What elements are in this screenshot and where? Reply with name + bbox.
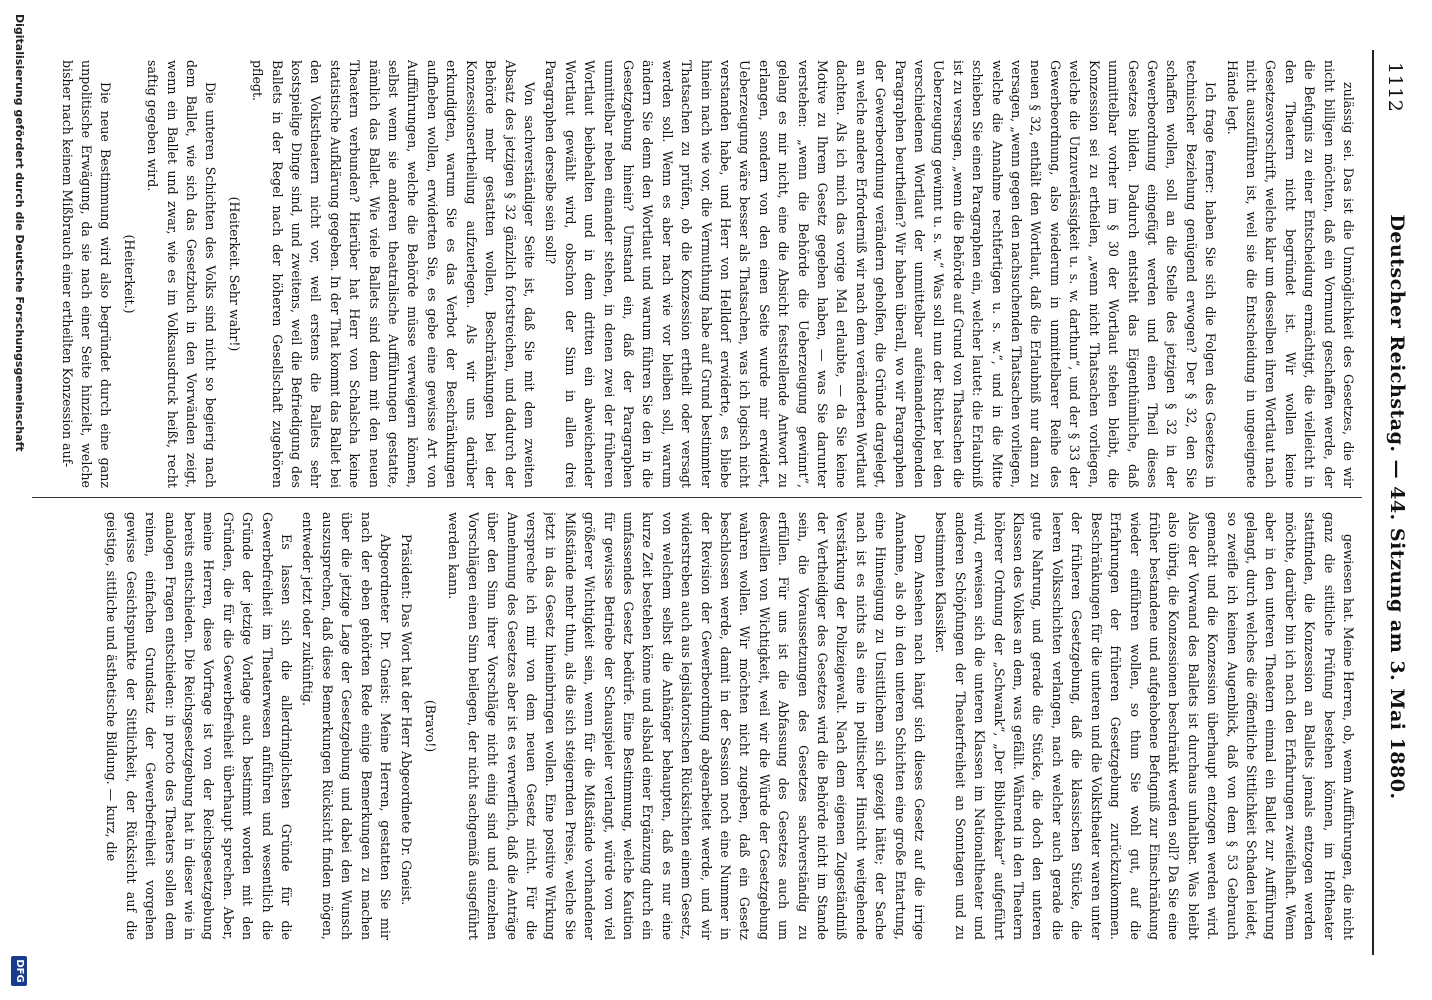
page-number: 1112 [1384, 62, 1406, 113]
page-footer [7, 0, 27, 1000]
page-title: Deutscher Reichstag. — 44. Sitzung am 3. Mai 1880. [1386, 214, 1408, 800]
dfg-logo: DFG [11, 956, 27, 986]
header-rule [1372, 50, 1374, 955]
paragraph: Es lassen sich die allerdringlichsten Gründe für die Gewerbefreiheit im Theaterwesen anführen und wesentlich die Gründe der jetzige Vorlage auch bestimmt worden mit den Gründen, die für die Gewerbefreiheit überhaupt sprechen. Aber, meine Herren, diese Vorfrage ist von der Reichsgesetzgebung bereits entschieden. Die Reichsgesetzgebung hat in dieser wie in analogen Fragen entschieden: in procto des Theaters sollen dem reinen, einfachen Grundsatz der Gewerbefreiheit vorgehen gewisse Gesichtspunkte der Sittlichkeit, der Rücksicht auf die geistige, sittliche und ästhetische Bildung. — kurz, die [104, 512, 295, 940]
page-header [1380, 62, 1410, 952]
interjection: (Heiterkeit.) [121, 234, 137, 314]
column-divider [32, 497, 1362, 498]
interjection: (Bravo!) [422, 699, 438, 753]
paragraph: Von sachverständiger Seite ist, daß Sie mit dem zweiten Absatz des jetzigen § 32 gänzlich fortstreichen, und dadurch der Behörde mehr gestatten wollen, Beschränkungen bei der Konzessionsertheilung aufzuerlegen. Als wir uns darüber erkundigten, warum Sie es das Verbot der Beschränkungen aufheben wollen, erwiderten Sie, es gebe eine gewisse Art von Aufführungen, welche die Behörde müsse verweigern können, selbst wenn sie anderen theatralische Aufführungen gestatte, nämlich das Ballet. Wie viele Ballets sind denn mit den neuen Theatern verbunden? Hierüber hat Herr von Schalscha keine statistische Aufklärung gegeben. In der That kommt das Ballet bei den Volkstheatern nicht vor, weil erstens die Ballets sehr kostspielige Dinge sind, und zweitens, weil die Befriedigung des Ballets in der Regel nach der höheren Gesellschaft zugehören pflegt. [250, 60, 537, 488]
paragraph: Abgeordneter Dr. Gneist: Meine Herren, gestatten Sie mir nach der eben gehörten Rede einige Bemerkungen zu machen über die jetzige Lage der Gesetzgebung und dabei den Wunsch auszusprechen, daß diese Bemerkungen Rücksicht finden mögen, entweder jetzt oder zukünftig. [300, 512, 394, 940]
left-column [38, 60, 1358, 488]
interjection: (Heiterkeit. Sehr wahr!) [226, 196, 242, 352]
paragraph: gewiesen hat. Meine Herren, ob, wenn Aufführungen, die nicht ganz die sittliche Prüfung bestehen können, im Hoftheater stattfinden, die Konzession an Ballets jemals entzogen werden möchte, darüber bin ich nach den Erfahrungen zweifelhaft. Wenn aber in den unteren Theatern einmal ein Ballet zur Aufführung gelangt, durch welches die öffentliche Sittlichkeit Schaden leidet, so zweifle ich keinen Augenblick, daß von dem § 53 Gebrauch gemacht und die Konzession überhaupt entzogen werden wird. Also der Vorwand des Ballets ist durchaus unhaltbar. Was bleibt also übrig, die Konzessionen beschränkt werden soll? Da Sie eine früher bestandene und aufgehobene Befugniß zur Einschränkung wieder einführen wollen, so thun Sie wohl gut, auf die Erfahrungen der früheren Gesetzgebung zurückzukommen. Beschränkungen für die unteren und die Volkstheater waren unter der früheren Gesetzgebung, daß die klassischen Stücke, die leeren Volksschichten verlangen, nach welcher auch gerade die gute Nahrung, und gerade die Stücke, die doch den unteren Klassen des Volkes an dem, was gefällt. Während in den Theatern höherer Ordnung der „Schwank“, „Der Bibliothekar“ aufgeführt wird, erweisen sich die unteren Klassen im Nationaltheater und anderen Schöpfungen der Theaterfreiheit an Sonntagen und zu bestimmten Klassiker. [933, 512, 1356, 940]
digitization-credit: Digitalisierung gefördert durch die Deutsche Forschungsgemeinschaft [13, 14, 26, 452]
paragraph: Dem Ansehen nach hängt sich dieses Gesetz auf die irrige Annahme, als ob in den unteren Schichten eine große Entartung, eine Hinneigung zu Unsittlichem sich gezeigt hätte; der Sache nach ist es nichts als eine in politischer Hinsicht weitgehende Verstärkung der Polizeigewalt. Nach dem eigenen Zugeständniß der Vertheidiger des Gesetzes wird die Behörde nicht im Stande sein, die Voraussetzungen des Gesetzes sachverständig zu erfüllen. Für uns ist die Abfassung des Gesetzes auch um deswillen von Wichtigkeit, weil wir die Würde der Gesetzgebung wahren wollen. Wir möchten nicht zugeben, daß ein Gesetz beschlossen werde, damit in der Session noch eine Nummer in der Revision der Gewerbeordnung abgearbeitet werde, und wir widerstreben auch aus legislatorischen Rücksichten einem Gesetz, von welchem selbst die Anhänger behaupten, daß es nur eine kurze Zeit bestehen könne und alsbald einer Ergänzung durch ein umfassendes Gesetz bedürfe. Eine Bestimmung, welche Kaution für gewisse Betriebe der Schauspieler verlangt, würde von viel größerer Wichtigkeit sein, wenn für die Mißstände vorhandener Mißstände mehr thun, als die sich steigernden Preise, welche Sie jetzt in das Gesetz hineinbringen wollen. Eine positive Wirkung verspreche ich mir von dem neuen Gesetz nicht. Für die Annehmung des Gesetzes aber ist es verwerflich, daß die Anträge über den Sinn ihrer Vorschläge nicht einig sind und einzelnen Vorschlägen einen Sinn beilegen, der nicht sachgemäß ausgeführt werden kann. [446, 512, 928, 940]
paragraph: Ich frage ferner: haben Sie sich die Folgen des Gesetzes in technischer Beziehung genügend erwogen? Der § 32, den Sie schaffen wollen, soll an die Stelle des jetzigen § 32 in der Gewerbeordnung eingefügt werden und einen Theil dieses Gesetzes bilden. Dadurch entsteht das Eigenthümliche, daß unmittelbar vorher im § 30 der Wortlaut stehen bleibt, die Konzession sei zu ertheilen, „wenn nicht Thatsachen vorliegen, welche die Unzuverlässigkeit u. s. w. darthun“, und der § 33 der Gewerbeordnung, also wiederum in unmittelbarer Reihe des neuen § 32, enthält den Wortlaut, daß die Erlaubniß nur dann zu versagen, „wenn gegen den nachsuchenden Thatsachen vorliegen, welche die Annahme rechtfertigen u. s. w.“, und in die Mitte schieben Sie einen Paragraphen ein, welcher lautet: die Erlaubniß ist zu versagen, „wenn die Behörde auf Grund von Thatsachen die Ueberzeugung gewinnt u. s. w.“ Was soll nun der Richter bei den verschiedenen Wortlaut der unmittelbar aufeinanderfolgenden Paragraphen beurtheilen? Wir haben überall, wo wir Paragraphen der Gewerbeordnung verändern geholfen, die Gründe dargelegt, an welche andere Erforderniß wir nach dem veränderten Wortlaut dachten. Als ich mich das vorige Mal erlaubte, — da Sie keine Motive zu Ihrem Gesetz gegeben haben, — was Sie darunter verstehen: „wenn die Behörde die Ueberzeugung gewinnt“, gelang es mir nicht, eine die Absicht feststellende Antwort zu erlangen, sondern von den einen Seite wurde mir erwidert, Ueberzeugung wäre besser als Thatsachen, was ich logisch nicht verstanden habe, und Herr von Helldorf erwiderte, es bliebe hinein nach wie vor, die Vermuthung habe auf Grund bestimmter Thatsachen zu prüfen, ob die Konzession ertheilt oder versagt werden soll. Wenn es aber nach wie vor bleiben soll, warum ändern Sie denn den Wortlaut und warum führen Sie den in die Gesetzgebung hinein? Umstand ein, daß der Paragraphen unmittelbar neben einander stehen, in denen zwei der früheren Wortlaut beibehalten und in dem dritten ein abweichender Wortlaut gewählt wird, obschon der Sinn in allen drei Paragraphen derselbe sein soll? [543, 60, 1219, 488]
president-line: Präsident: Das Wort hat der Herr Abgeordnete Dr. Gneist. [399, 534, 415, 906]
right-column [38, 512, 1358, 940]
paragraph: zulässig sei. Das ist die Unmöglichkeit des Gesetzes, die wir nicht billigen möchten, daß ein Vormund geschaffen werde, der die Befugnis zu einer Entscheidung ermächtigt, die vielleicht in den Theatern nicht begründet ist. Wir wollen keine Gesetzesvorschrift, welche klar um desselben ihren Wortlaut nach nicht auszuführen ist, weil sie die Entscheidung in ungeeignete Hände legt. [1224, 60, 1356, 488]
paragraph: Die neue Bestimmung wird also begründet durch eine ganz unpolitische Erwägung, da sie nach einer Seite hinzielt, welche bisher nach keinem Mißbrauch einer ertheilten Konzession auf- [59, 60, 114, 488]
paragraph: Die unteren Schichten des Volks sind nicht so begierig nach dem Ballet, wie sich das Gesetzbuch in den Vorwänden zeigt, wenn ein Ballet und zwar, wie es im Volksausdruck heißt, recht saftig gegeben wird. [145, 60, 219, 488]
